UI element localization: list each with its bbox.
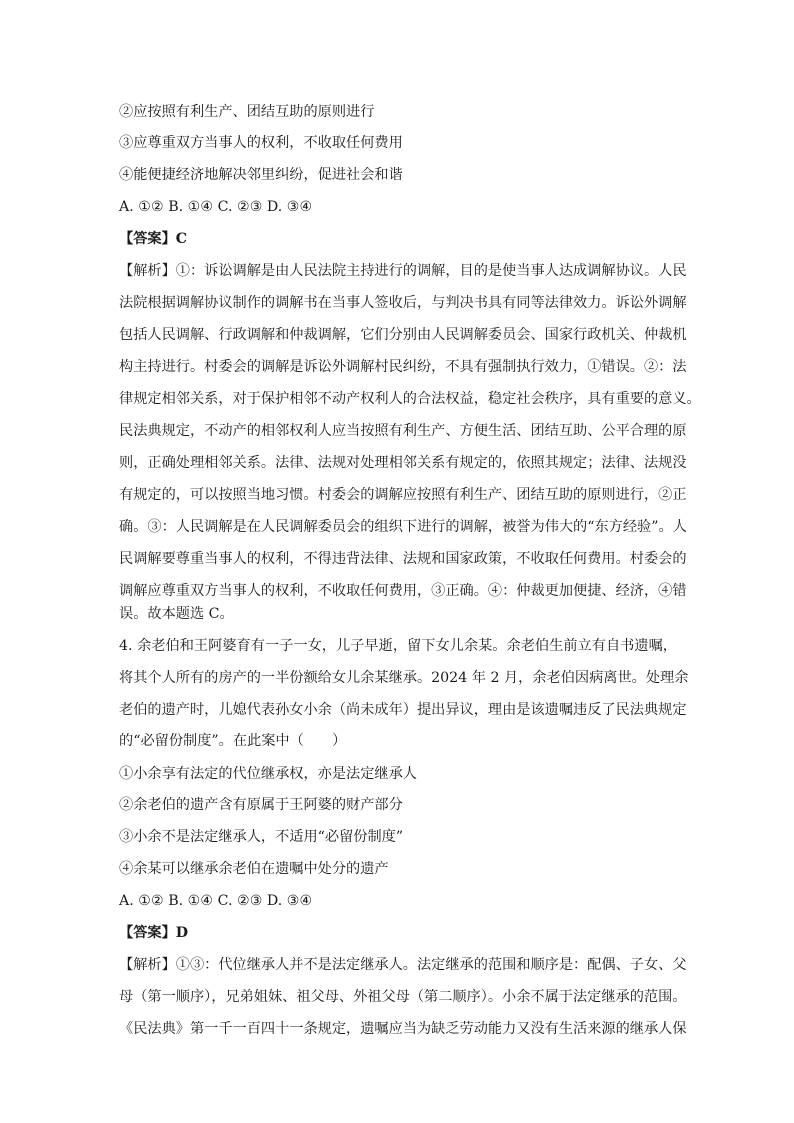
analysis-line: 确。③：人民调解是在人民调解委员会的组织下进行的调解，被誉为伟大的“东方经验”。人 (119, 519, 687, 535)
question-4-stem: 4. 余老伯和王阿婆育有一子一女，儿子早逝，留下女儿余某。余老伯生前立有自书遗嘱， (119, 638, 677, 654)
option-1: ①小余享有法定的代位继承权，亦是法定继承人 (119, 766, 417, 782)
analysis-line: 包括人民调解、行政调解和仲裁调解，它们分别由人民调解委员会、国家行政机关、仲裁机 (119, 327, 687, 343)
analysis-line: 律规定相邻关系，对于保护相邻不动产权利人的合法权益，稳定社会秩序，具有重要的意义。 (119, 391, 701, 407)
option-4: ④能便捷经济地解决邻里纠纷，促进社会和谐 (119, 167, 403, 183)
answer-label: 【答案】C (119, 231, 188, 247)
analysis-line: 调解应尊重双方当事人的权利，不收取任何费用，③正确。④：仲裁更加便捷、经济，④错 (119, 583, 687, 599)
question-4-stem: 的“必留份制度”。在此案中（ ） (119, 733, 347, 749)
analysis-line: 构主持进行。村委会的调解是诉讼外调解村民纠纷，不具有强制执行效力，①错误。②：法 (119, 359, 687, 375)
option-4: ④余某可以继承余老伯在遗嘱中处分的遗产 (119, 861, 389, 877)
analysis-line: 《民法典》第一千一百四十一条规定，遗嘱应当为缺乏劳动能力又没有生活来源的继承人保 (119, 1021, 687, 1037)
analysis-line: 【解析】①③：代位继承人并不是法定继承人。法定继承的范围和顺序是：配偶、子女、父 (119, 957, 687, 973)
analysis-line: 母（第一顺序），兄弟姐妹、祖父母、外祖父母（第二顺序）。小余不属于法定继承的范围。 (119, 989, 687, 1005)
analysis-line: 有规定的，可以按照当地习惯。村委会的调解应按照有利生产、团结互助的原则进行，②正 (119, 487, 687, 503)
analysis-line: 误。故本题选 C。 (119, 606, 234, 622)
analysis-line: 民调解要尊重当事人的权利，不得违背法律、法规和国家政策，不收取任何费用。村委会的 (119, 551, 687, 567)
analysis-line: 法院根据调解协议制作的调解书在当事人签收后，与判决书具有同等法律效力。诉讼外调解 (119, 295, 687, 311)
option-3: ③小余不是法定继承人，不适用“必留份制度” (119, 829, 404, 845)
analysis-line: 【解析】①：诉讼调解是由人民法院主持进行的调解，目的是使当事人达成调解协议。人民 (119, 263, 687, 279)
option-3: ③应尊重双方当事人的权利，不收取任何费用 (119, 135, 403, 151)
answer-choices: A. ①② B. ①④ C. ②③ D. ③④ (119, 199, 313, 215)
question-4-stem: 老伯的遗产时，儿媳代表孙女小余（尚未成年）提出异议，理由是该遗嘱违反了民法典规定 (119, 702, 687, 718)
option-2: ②余老伯的遗产含有原属于王阿婆的财产部分 (119, 797, 403, 813)
analysis-line: 则，正确处理相邻关系。法律、法规对处理相邻关系有规定的，依照其规定；法律、法规没 (119, 455, 687, 471)
answer-label: 【答案】D (119, 925, 189, 941)
analysis-line: 民法典规定，不动产的相邻权利人应当按照有利生产、方便生活、团结互助、公平合理的原 (119, 423, 687, 439)
option-2: ②应按照有利生产、团结互助的原则进行 (119, 104, 375, 120)
answer-choices: A. ①② B. ①④ C. ②③ D. ③④ (119, 893, 313, 909)
question-4-stem: 将其个人所有的房产的一半份额给女儿余某继承。2024 年 2 月，余老伯因病离世。处理余 (119, 670, 689, 686)
